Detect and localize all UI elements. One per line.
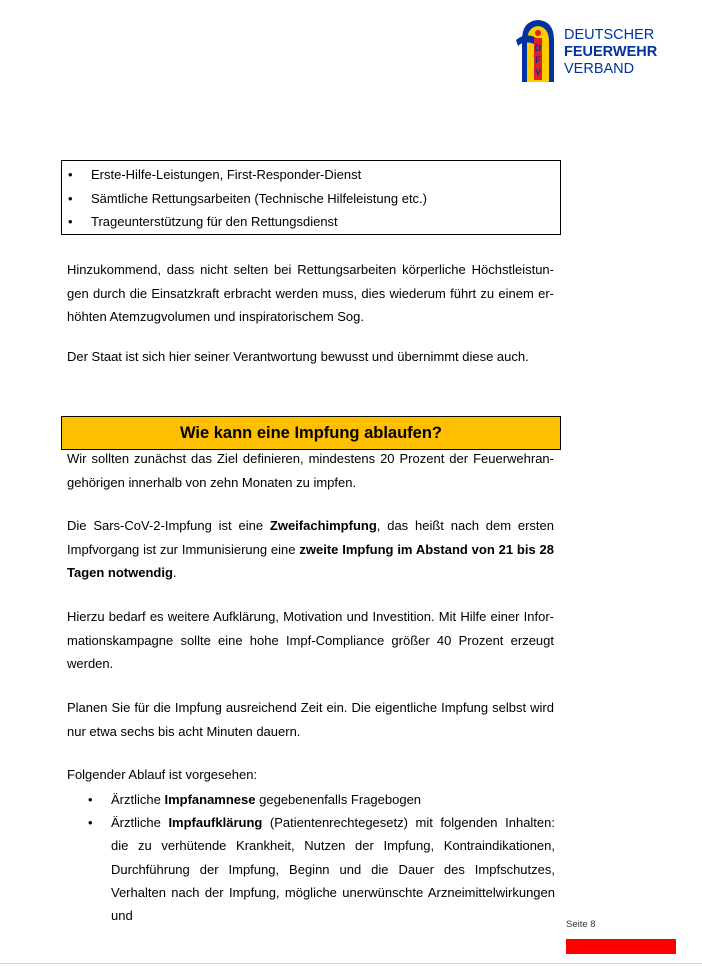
footer-divider (0, 963, 702, 964)
box-list-item: • Sämtliche Rettungsarbeiten (Technische Hilfeleistung etc.) (62, 187, 560, 211)
logo-line-3: VERBAND (564, 61, 635, 77)
dfv-emblem-icon (512, 18, 560, 84)
paragraph-line: mationskampagne sollte eine hohe Impf-Compliance größer 40 Prozent erzeugt (67, 632, 554, 648)
paragraph-procedure-intro: Folgender Ablauf ist vorgesehen: (67, 767, 258, 782)
paragraph-line: gehörigen innerhalb von zehn Monaten zu impfen. (67, 474, 357, 490)
paragraph-state-responsibility: Der Staat ist sich hier seiner Verantwortung bewusst und übernimmt diese auch. (67, 349, 529, 364)
text-run: Die Sars-CoV-2-Impfung ist eine (67, 518, 270, 533)
bold-run: zweite Impfung im Abstand von 21 bis 28 Tagen notwendig (67, 541, 555, 580)
box-list-item: • Erste-Hilfe-Leistungen, First-Responder-Dienst (62, 163, 560, 187)
text-run: (Patientenrechtegesetz) mit folgenden Inhalten: die zu verhütende Krankheit, Nutzen der Impfung, Kontraindikationen, Durchführung der Impfung, Beginn und die Dauer des Impfschutzes, Verhalten nach der Impfung, mögliche unerwünschte Arzneimittelwirkungen und (111, 815, 555, 924)
box-list-item: • Trageunterstützung für den Rettungsdienst (62, 210, 560, 234)
paragraph-line: Planen Sie für die Impfung ausreichend Zeit ein. Die eigentliche Impfung selbst wird (67, 700, 554, 715)
section-heading: Wie kann eine Impfung ablaufen? (61, 416, 561, 450)
paragraph-line: Hinzukommend, dass nicht selten bei Rettungsarbeiten körperliche Höchstleistun- (67, 262, 554, 277)
procedure-item (88, 811, 555, 927)
svg-text:D: D (534, 43, 542, 53)
text-run: Ärztliche (111, 792, 165, 807)
task-list-box (61, 160, 561, 235)
paragraph-line: Hierzu bedarf es weitere Aufklärung, Motivation und Investition. Mit Hilfe einer Infor- (67, 609, 554, 624)
dfv-logo (512, 18, 682, 88)
paragraph-campaign (67, 605, 554, 676)
paragraph-double-vaccination (67, 514, 554, 585)
paragraph-line: gen durch die Einsatzkraft erbracht werden muss, dies wiederum führt zu einem er- (67, 285, 554, 301)
footer-red-bar (566, 939, 676, 954)
text-run: Ärztliche (111, 815, 169, 831)
procedure-item (88, 788, 555, 811)
text-run: . (172, 565, 177, 580)
svg-text:V: V (534, 67, 542, 77)
paragraph-line: Wir sollten zunächst das Ziel definieren, mindestens 20 Prozent der Feuerwehran- (67, 451, 554, 466)
logo-line-2: FEUERWEHR (564, 44, 658, 60)
logo-line-1: DEUTSCHER (564, 27, 655, 43)
procedure-list (88, 788, 555, 927)
paragraph-line: werden. (67, 656, 114, 671)
text-run: , das heißt nach dem ersten Impfvorgang ist zur Immunisierung eine (67, 518, 554, 557)
paragraph-time (67, 696, 554, 743)
svg-text:F: F (535, 55, 541, 65)
bold-run: Impfaufklärung (168, 815, 263, 831)
paragraph-line: nur etwa sechs bis acht Minuten dauern. (67, 723, 301, 739)
paragraph-line: höhten Atemzugvolumen und inspiratorischem Sog. (67, 309, 365, 324)
bold-run: Impfanamnese (164, 792, 256, 807)
paragraph-goal (67, 447, 554, 494)
paragraph-exertion (67, 258, 554, 329)
page-number: Seite 8 (566, 919, 596, 930)
logo-wordmark (564, 27, 657, 78)
bold-run: Zweifachimpfung (269, 518, 377, 533)
text-run: gegebenenfalls Fragebogen (255, 792, 422, 807)
